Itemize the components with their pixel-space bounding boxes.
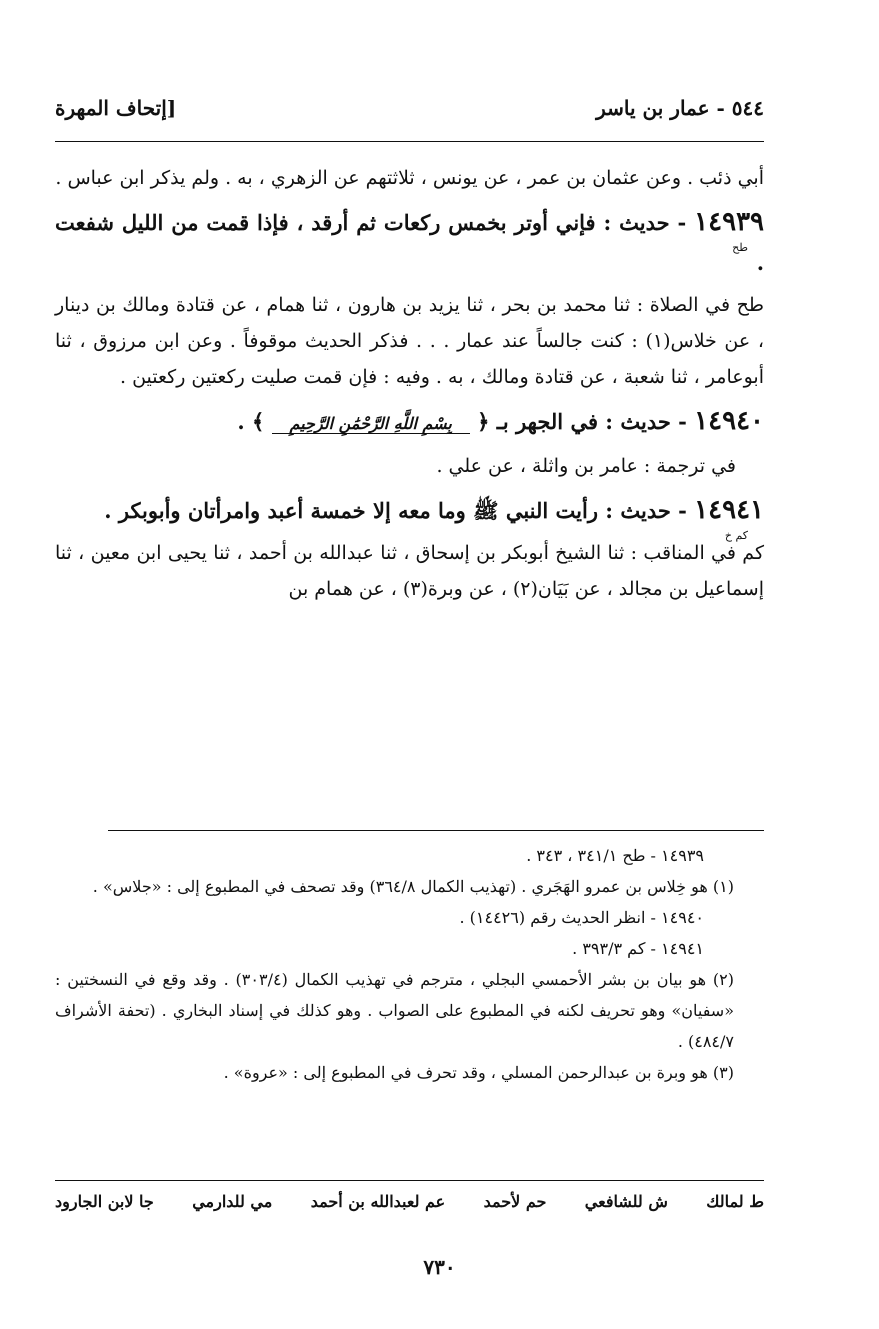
hadith-text: - حديث : فإني أوتر بخمس ركعات ثم أرقد ، فإذا قمت من الليل شفعت .	[55, 210, 764, 275]
footnote-divider	[108, 830, 764, 831]
footnote-note: (١) هو خِلاس بن عمرو الهَجَري . (تهذيب الكمال ٣٦٤/٨) وقد تصحف في المطبوع إلى : «جلاس» .	[92, 877, 734, 896]
footnotes	[55, 840, 764, 1088]
hadith-14941-heading	[55, 490, 764, 542]
hadith-number: ١٤٩٤٠	[694, 406, 764, 436]
header-chapter-title: ٥٤٤ - عمار بن ياسر	[596, 96, 764, 120]
hadith-text-end: ﴾ .	[237, 409, 265, 434]
abbreviation-item: ط لمالك	[706, 1192, 764, 1211]
hadith-source-sigla: كم خ	[724, 529, 748, 542]
paragraph-continuation: أبي ذئب . وعن عثمان بن عمر ، عن يونس ، ثلاثتهم عن الزهري ، به . ولم يذكر ابن عباس .	[55, 167, 764, 189]
main-text	[55, 160, 764, 613]
running-header	[55, 88, 764, 128]
footnote-reference: ١٤٩٤٠ - انظر الحديث رقم (١٤٤٢٦) .	[459, 908, 704, 927]
abbreviations-divider	[55, 1180, 764, 1181]
abbreviation-item: مي للدارمي	[192, 1192, 273, 1211]
paragraph-reference-14940: في ترجمة : عامر بن واثلة ، عن علي .	[436, 455, 736, 477]
paragraph-isnad-14941: كم في المناقب : ثنا الشيخ أبوبكر بن إسحاق ، ثنا عبدالله بن أحمد ، ثنا يحيى ابن معين ، ثنا إسماعيل بن مجالد ، عن بَيَان(٢) ، عن وبرة(٣) ، عن همام بن	[55, 542, 764, 600]
page-number: ٧٣٠	[423, 1255, 456, 1279]
hadith-number: ١٤٩٣٩	[694, 207, 764, 237]
abbreviations-key	[55, 1192, 764, 1211]
hadith-number: ١٤٩٤١	[694, 495, 764, 525]
footnote-note: (٣) هو وبرة بن عبدالرحمن المسلي ، وقد تحرف في المطبوع إلى : «عروة» .	[223, 1063, 734, 1082]
abbreviation-item: ش للشافعي	[584, 1192, 668, 1211]
hadith-14940-heading	[55, 401, 764, 444]
abbreviation-item: حم لأحمد	[483, 1192, 547, 1211]
hadith-text: - حديث : رأيت النبي ﷺ وما معه إلا خمسة أعبد وامرأتان وأبوبكر .	[104, 498, 687, 523]
abbreviation-item: جا لابن الجارود	[55, 1192, 154, 1211]
basmala-calligraphy: بِسْمِ اللَّهِ الرَّحْمَٰنِ الرَّحِيمِ	[272, 414, 470, 434]
hadith-source-sigla: طح	[732, 241, 748, 254]
header-book-title: [إتحاف المهرة	[55, 96, 177, 120]
footnote-reference: ١٤٩٤١ - كم ٣٩٣/٣ .	[572, 939, 704, 958]
footnote-reference: ١٤٩٣٩ - طح ٣٤١/١ ، ٣٤٣ .	[526, 846, 704, 865]
hadith-text: - حديث : في الجهر بـ ﴿	[469, 409, 687, 434]
abbreviation-item: عم لعبدالله بن أحمد	[310, 1192, 446, 1211]
footnote-note: (٢) هو بيان بن بشر الأحمسي البجلي ، مترجم في تهذيب الكمال (٣٠٣/٤) . وقد وقع في النسختين : «سفيان» وهو تحريف لكنه في المطبوع على الصواب . وهو كذلك في إسناد البخاري . (تحفة الأشراف ٤٨٤/٧) .	[55, 970, 735, 1051]
header-divider	[55, 141, 764, 142]
paragraph-isnad-14939: طح في الصلاة : ثنا محمد بن بحر ، ثنا يزيد بن هارون ، ثنا همام ، عن قتادة ومالك بن دينار ، عن خلاس(١) : كنت جالساً عند عمار . . . فذكر الحديث موقوفاً . وعن ابن مرزوق ، ثنا أبوعامر ، ثنا شعبة ، عن قتادة ومالك ، به . وفيه : فإن قمت صليت ركعتين ركعتين .	[55, 294, 764, 388]
hadith-14939-heading	[55, 202, 764, 283]
